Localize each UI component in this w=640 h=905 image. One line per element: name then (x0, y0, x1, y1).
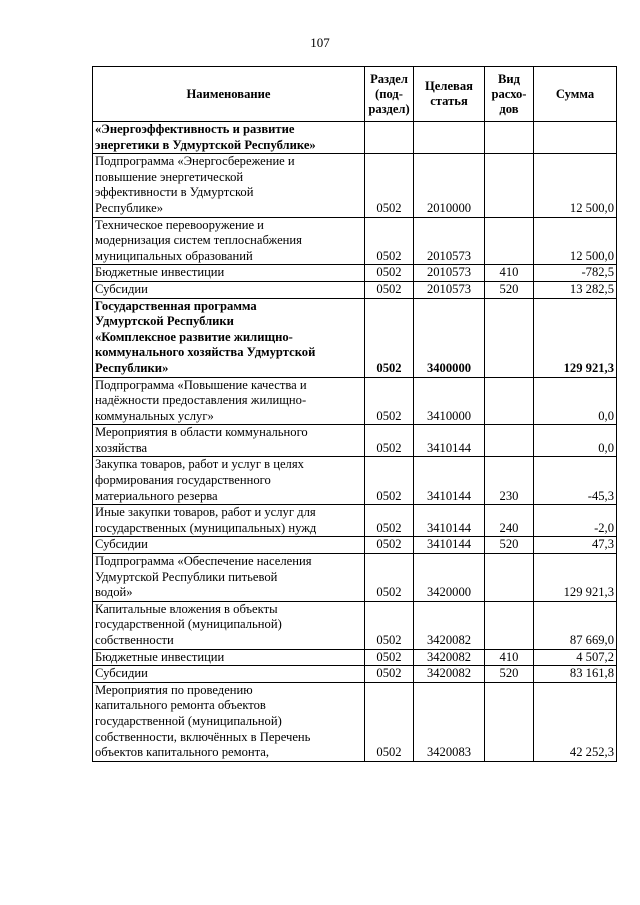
cell-target-article: 3400000 (414, 298, 485, 377)
cell-sum: 12 500,0 (534, 154, 617, 217)
cell-sum: 47,3 (534, 537, 617, 554)
table-row (93, 505, 617, 537)
cell-sum: 129 921,3 (534, 298, 617, 377)
cell-expense-type: 410 (485, 649, 534, 666)
header-name: Наименование (93, 67, 365, 122)
cell-expense-type: 240 (485, 505, 534, 537)
cell-name: Мероприятия в области коммунального хозяйства (93, 425, 365, 457)
cell-name: Иные закупки товаров, работ и услуг для государственных (муниципальных) нужд (93, 505, 365, 537)
cell-sum: 4 507,2 (534, 649, 617, 666)
cell-section: 0502 (365, 457, 414, 505)
cell-expense-type (485, 122, 534, 154)
table-row (93, 601, 617, 649)
table-row (93, 425, 617, 457)
cell-section: 0502 (365, 505, 414, 537)
table-header-row (93, 67, 617, 122)
cell-sum: 13 282,5 (534, 281, 617, 298)
cell-name: Бюджетные инвестиции (93, 649, 365, 666)
cell-name: Техническое перевооружение и модернизация систем теплоснабжения муниципальных образований (93, 217, 365, 265)
header-section: Раздел (под- раздел) (365, 67, 414, 122)
cell-expense-type (485, 217, 534, 265)
cell-expense-type (485, 554, 534, 602)
cell-section: 0502 (365, 377, 414, 425)
cell-target-article: 3420082 (414, 649, 485, 666)
cell-name: Бюджетные инвестиции (93, 265, 365, 282)
cell-section: 0502 (365, 425, 414, 457)
table-row (93, 666, 617, 683)
page-number: 107 (310, 35, 330, 50)
cell-section: 0502 (365, 154, 414, 217)
cell-expense-type (485, 425, 534, 457)
cell-section: 0502 (365, 217, 414, 265)
cell-expense-type (485, 682, 534, 761)
cell-sum: 129 921,3 (534, 554, 617, 602)
header-sum: Сумма (534, 67, 617, 122)
cell-target-article: 3420082 (414, 601, 485, 649)
cell-section: 0502 (365, 554, 414, 602)
table-row (93, 122, 617, 154)
cell-name: Капитальные вложения в объекты государственной (муниципальной) собственности (93, 601, 365, 649)
header-expense-type: Вид расхо- дов (485, 67, 534, 122)
table-row (93, 537, 617, 554)
cell-target-article: 3410144 (414, 505, 485, 537)
header-target-article: Целевая статья (414, 67, 485, 122)
cell-section: 0502 (365, 649, 414, 666)
cell-sum: -2,0 (534, 505, 617, 537)
cell-expense-type: 520 (485, 281, 534, 298)
budget-table (92, 66, 617, 762)
cell-target-article: 2010000 (414, 154, 485, 217)
cell-sum: 0,0 (534, 425, 617, 457)
cell-sum (534, 122, 617, 154)
cell-target-article: 3410000 (414, 377, 485, 425)
cell-name: Подпрограмма «Обеспечение населения Удмуртской Республики питьевой водой» (93, 554, 365, 602)
cell-expense-type: 520 (485, 666, 534, 683)
cell-target-article: 2010573 (414, 281, 485, 298)
cell-section (365, 122, 414, 154)
table-row (93, 377, 617, 425)
cell-name: Субсидии (93, 281, 365, 298)
table-row (93, 217, 617, 265)
cell-expense-type (485, 298, 534, 377)
cell-name: Мероприятия по проведению капитального ремонта объектов государственной (муниципальной) собственности, включённых в Перечень объектов капитального ремонта, (93, 682, 365, 761)
cell-section: 0502 (365, 537, 414, 554)
cell-name: «Энергоэффективность и развитие энергетики в Удмуртской Республике» (93, 122, 365, 154)
cell-target-article (414, 122, 485, 154)
table-row (93, 554, 617, 602)
cell-expense-type (485, 377, 534, 425)
cell-name: Подпрограмма «Энергосбережение и повышение энергетической эффективности в Удмуртской Республике» (93, 154, 365, 217)
cell-expense-type (485, 601, 534, 649)
cell-target-article: 2010573 (414, 217, 485, 265)
cell-name: Государственная программа Удмуртской Республики «Комплексное развитие жилищно- коммунального хозяйства Удмуртской Республики» (93, 298, 365, 377)
cell-name: Субсидии (93, 666, 365, 683)
cell-sum: 12 500,0 (534, 217, 617, 265)
cell-sum: -782,5 (534, 265, 617, 282)
cell-target-article: 3410144 (414, 457, 485, 505)
cell-section: 0502 (365, 298, 414, 377)
cell-sum: 83 161,8 (534, 666, 617, 683)
cell-target-article: 3420082 (414, 666, 485, 683)
table-row (93, 281, 617, 298)
cell-section: 0502 (365, 666, 414, 683)
table-row (93, 682, 617, 761)
cell-expense-type: 410 (485, 265, 534, 282)
cell-target-article: 3420083 (414, 682, 485, 761)
cell-section: 0502 (365, 265, 414, 282)
cell-sum: 42 252,3 (534, 682, 617, 761)
table-row (93, 457, 617, 505)
table-row (93, 154, 617, 217)
cell-expense-type (485, 154, 534, 217)
cell-section: 0502 (365, 281, 414, 298)
table-row (93, 298, 617, 377)
cell-sum: 0,0 (534, 377, 617, 425)
cell-sum: 87 669,0 (534, 601, 617, 649)
cell-section: 0502 (365, 601, 414, 649)
cell-target-article: 3410144 (414, 537, 485, 554)
table-row (93, 265, 617, 282)
cell-name: Субсидии (93, 537, 365, 554)
cell-name: Подпрограмма «Повышение качества и надёжности предоставления жилищно- коммунальных услуг» (93, 377, 365, 425)
table-row (93, 649, 617, 666)
cell-target-article: 3410144 (414, 425, 485, 457)
cell-expense-type: 230 (485, 457, 534, 505)
cell-section: 0502 (365, 682, 414, 761)
cell-target-article: 2010573 (414, 265, 485, 282)
cell-sum: -45,3 (534, 457, 617, 505)
table-body (93, 122, 617, 762)
cell-name: Закупка товаров, работ и услуг в целях формирования государственного материального резерва (93, 457, 365, 505)
cell-target-article: 3420000 (414, 554, 485, 602)
cell-expense-type: 520 (485, 537, 534, 554)
